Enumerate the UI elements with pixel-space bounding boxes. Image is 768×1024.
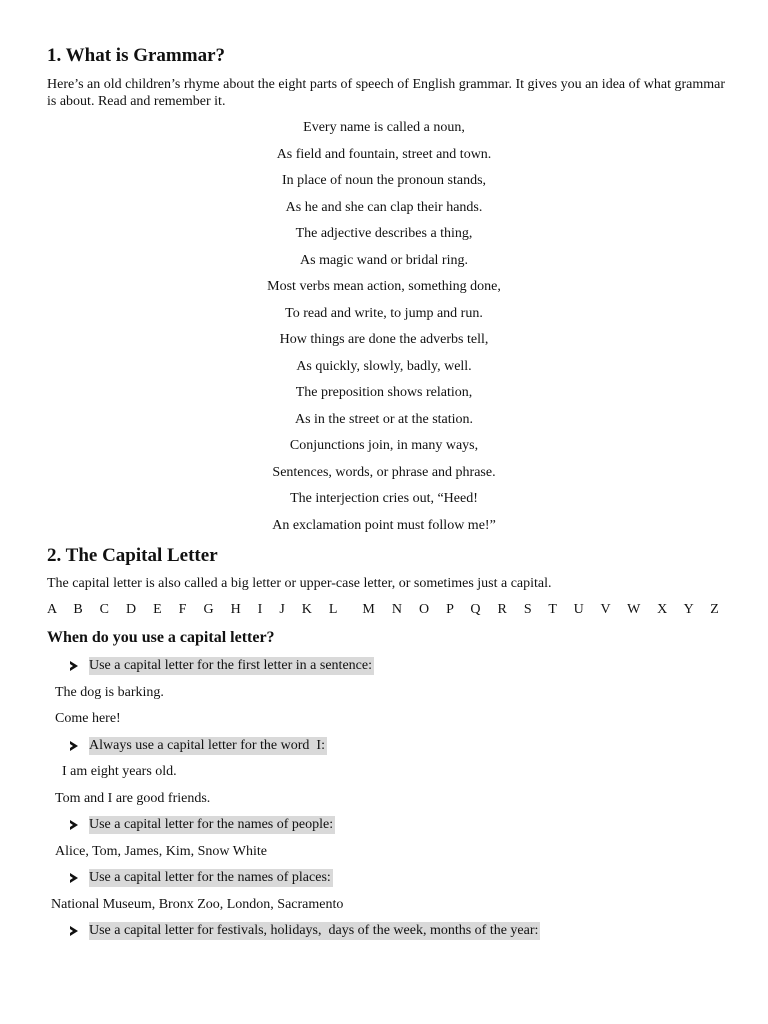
poem-line: As quickly, slowly, badly, well. <box>296 358 472 374</box>
poem-line: Sentences, words, or phrase and phrase. <box>272 464 496 480</box>
alphabet-text: A B C D E F G H I J K L M N O P Q R S T U V W X Y Z <box>47 602 719 617</box>
rule-text: Always use a capital letter for the word I: <box>89 738 325 753</box>
rule-item <box>70 922 540 940</box>
capital-description: The capital letter is also called a big letter or upper-case letter, or sometimes just a capital. <box>47 576 552 591</box>
intro-paragraph: Here’s an old children’s rhyme about the eight parts of speech of English grammar. It gives you an idea of what grammar is about. Read and remember it. <box>47 77 726 109</box>
rule-item <box>70 737 327 755</box>
poem-line: The preposition shows relation, <box>295 385 473 400</box>
arrow-bullet-icon <box>70 741 78 751</box>
arrow-bullet-icon <box>70 661 78 671</box>
rule-item <box>70 816 335 834</box>
arrow-bullet-icon <box>70 926 78 936</box>
example-line: Alice, Tom, James, Kim, Snow White <box>55 844 267 859</box>
poem-line: As magic wand or bridal ring. <box>300 252 468 268</box>
rule-text: Use a capital letter for festivals, holidays, days of the week, months of the year: <box>89 923 539 938</box>
arrow-bullet-icon <box>70 873 78 883</box>
poem-line: In place of noun the pronoun stands, <box>281 173 487 188</box>
alphabet-line <box>47 601 719 619</box>
subheading-when-capital: When do you use a capital letter? <box>47 629 275 646</box>
poem-line: Every name is called a noun, <box>303 120 465 135</box>
rule-text: Use a capital letter for the names of places: <box>89 870 331 885</box>
poem-line: Most verbs mean action, something done, <box>267 279 501 294</box>
example-line: The dog is barking. <box>55 685 164 700</box>
poem-line: The interjection cries out, “Heed! <box>290 491 478 506</box>
poem-line: How things are done the adverbs tell, <box>279 332 489 347</box>
section-heading-grammar: 1. What is Grammar? <box>47 45 226 66</box>
poem-line: As in the street or at the station. <box>294 411 474 427</box>
example-line: Come here! <box>55 711 121 726</box>
poem <box>0 118 768 542</box>
poem-line: An exclamation point must follow me!” <box>272 517 496 533</box>
example-line: National Museum, Bronx Zoo, London, Sacramento <box>51 897 344 912</box>
example-line: I am eight years old. <box>62 764 177 779</box>
rule-text: Use a capital letter for the names of people: <box>89 817 334 832</box>
poem-line: To read and write, to jump and run. <box>285 305 483 321</box>
arrow-bullet-icon <box>70 820 78 830</box>
poem-line: As field and fountain, street and town. <box>276 146 492 162</box>
rule-item <box>70 869 333 887</box>
poem-line: Conjunctions join, in many ways, <box>289 438 479 453</box>
poem-line: As he and she can clap their hands. <box>285 199 483 215</box>
section-heading-capital-letter: 2. The Capital Letter <box>47 545 218 566</box>
poem-line: The adjective describes a thing, <box>295 226 473 241</box>
rule-item <box>70 657 374 675</box>
example-line: Tom and I are good friends. <box>55 791 211 806</box>
rule-text: Use a capital letter for the first letter in a sentence: <box>89 658 372 673</box>
